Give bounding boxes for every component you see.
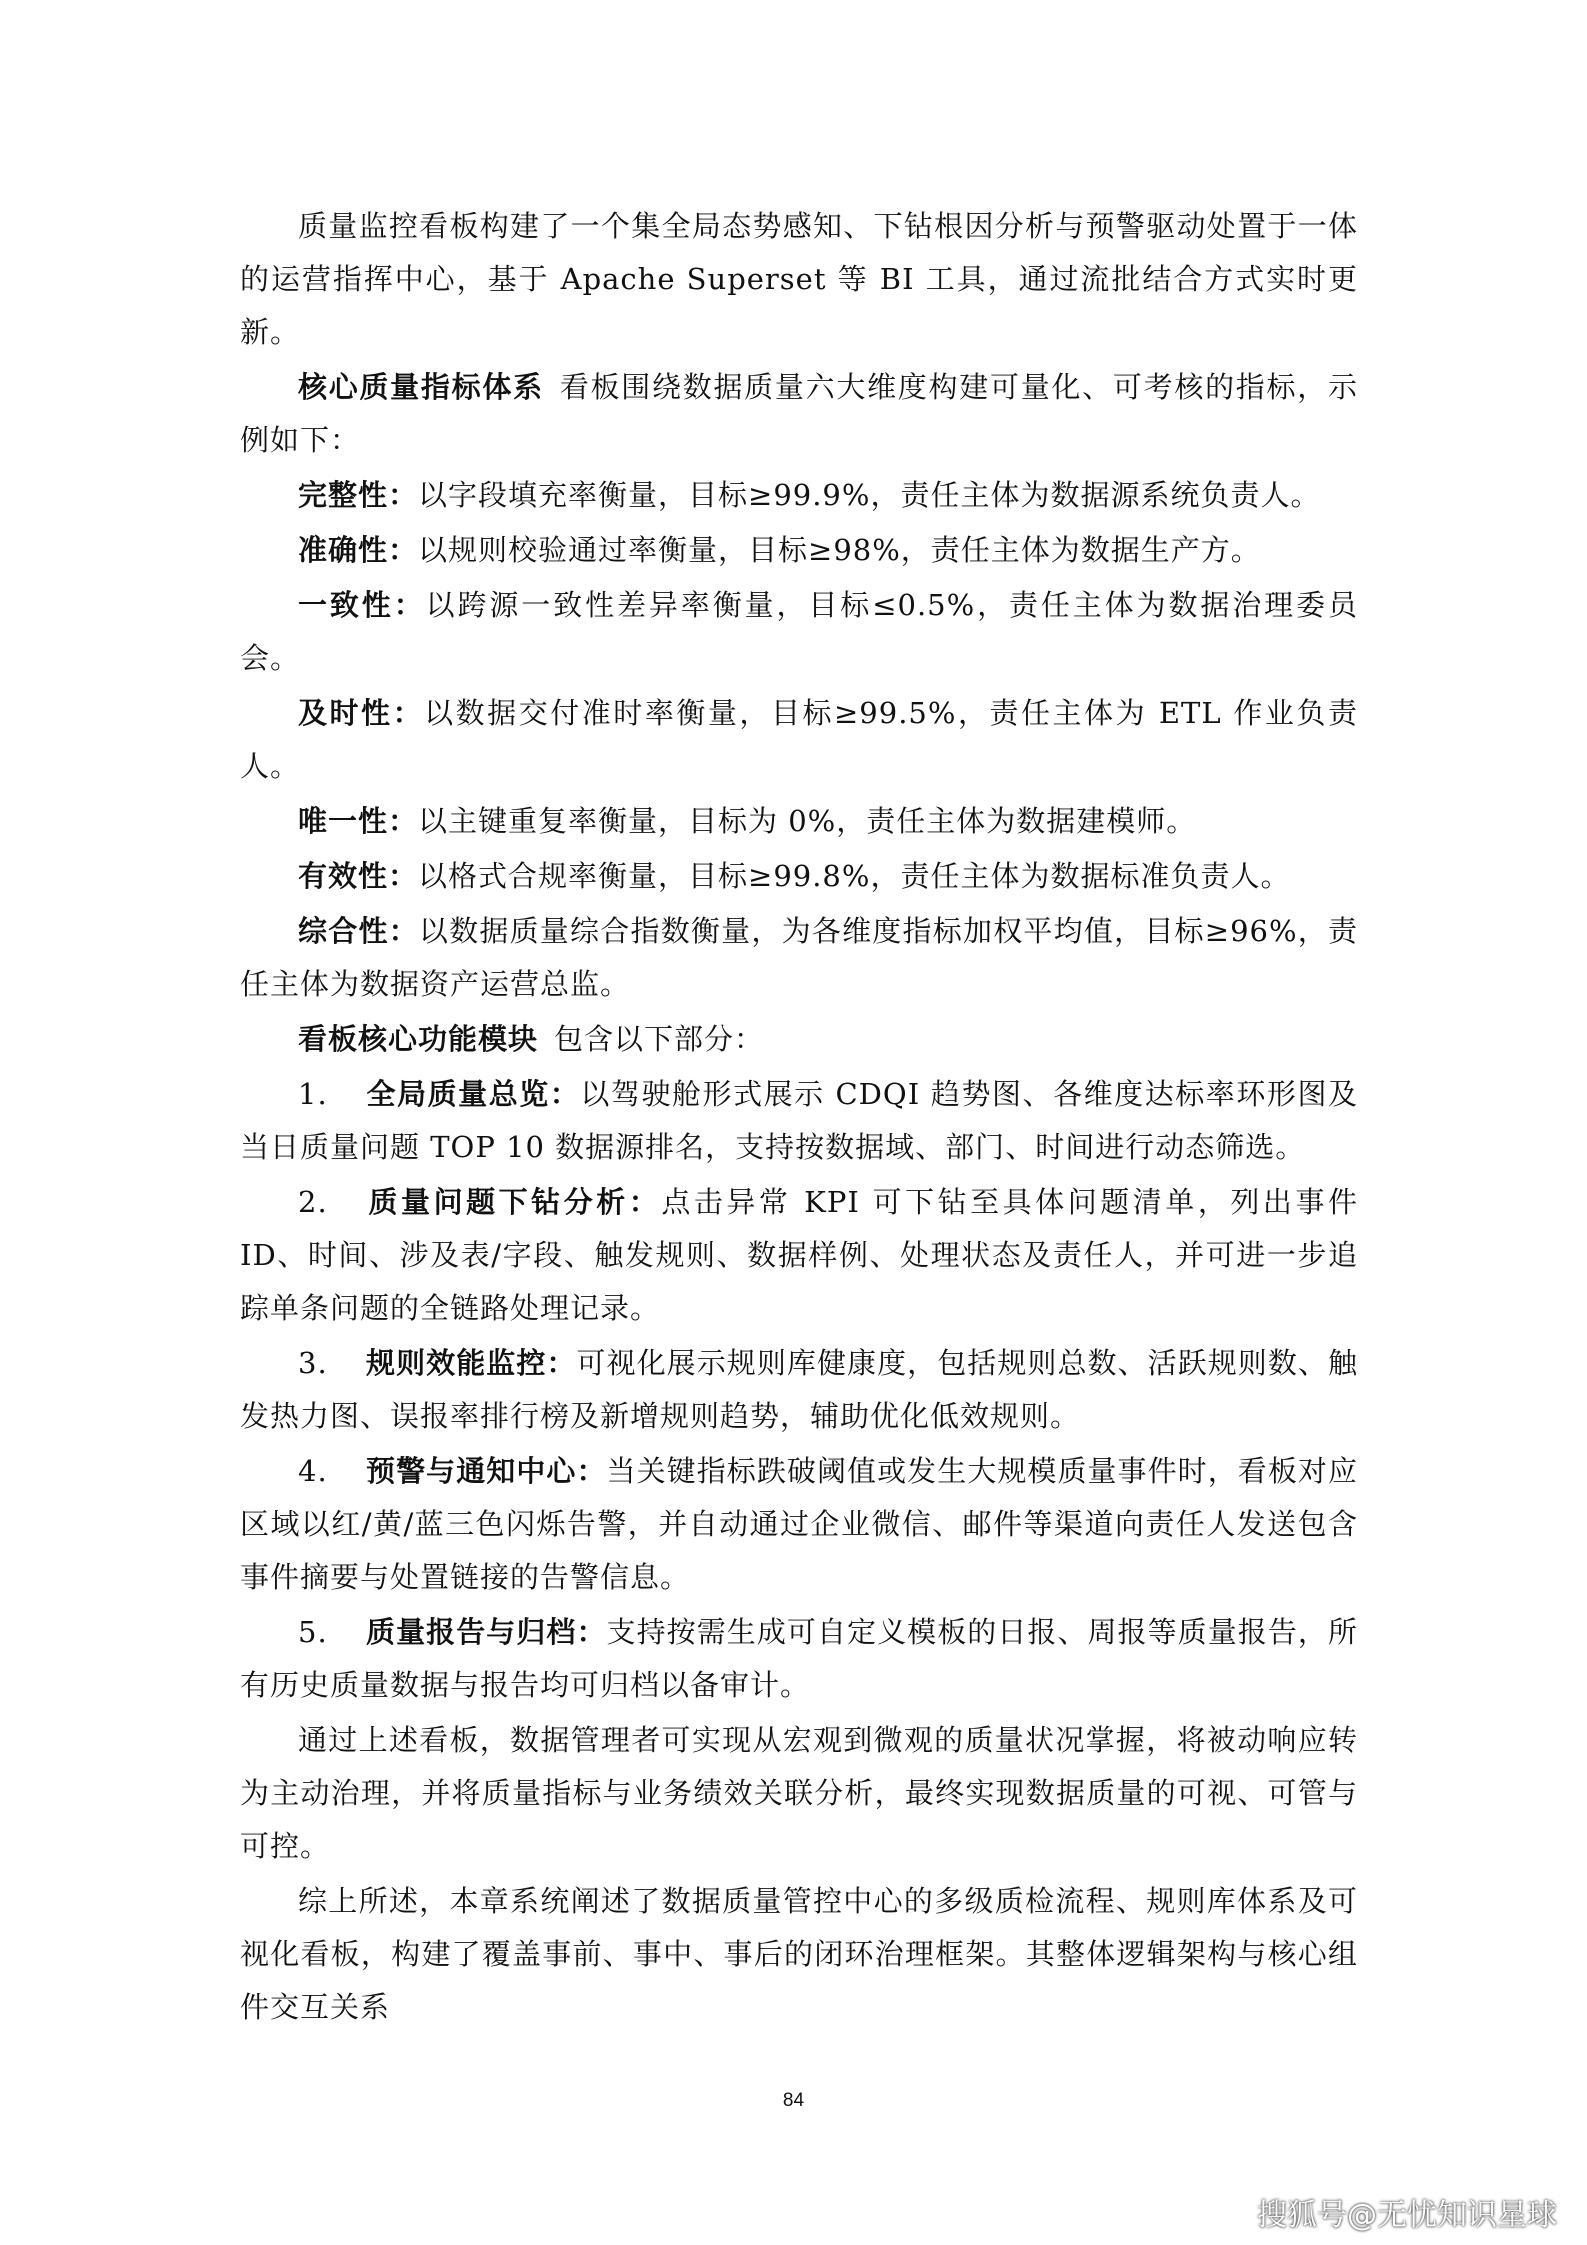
document-body	[240, 200, 1358, 2036]
metric-lead: 准确性：	[298, 533, 419, 567]
paragraph-intro: 质量监控看板构建了一个集全局态势感知、下钻根因分析与预警驱动处置于一体的运营指挥中心，基于 Apache Superset 等 BI 工具，通过流批结合方式实时更新。	[240, 209, 1358, 349]
list-number: 1.	[298, 1077, 328, 1111]
paragraph-consistency: 一致性：以跨源一致性差异率衡量，目标≤0.5%，责任主体为数据治理委员会。	[240, 588, 1358, 675]
paragraph-accuracy: 准确性：以规则校验通过率衡量，目标≥98%，责任主体为数据生产方。	[298, 533, 1261, 567]
paragraph-timeliness: 及时性：以数据交付准时率衡量，目标≥99.5%，责任主体为 ETL 作业负责人。	[240, 696, 1358, 783]
module-item: 5. 质量报告与归档：支持按需生成可自定义模板的日报、周报等质量报告，所有历史质量数据与报告均可归档以备审计。	[240, 1606, 1358, 1712]
module-lead: 全局质量总览：	[366, 1077, 581, 1111]
section-lead: 核心质量指标体系	[298, 370, 544, 404]
metric-lead: 有效性：	[298, 859, 419, 893]
list-number: 3.	[298, 1346, 328, 1380]
list-number: 2.	[298, 1185, 328, 1219]
page-number: 84	[782, 2090, 805, 2111]
metric-lead: 综合性：	[298, 914, 419, 948]
module-lead: 质量报告与归档：	[366, 1615, 607, 1649]
paragraph-summary: 综上所述，本章系统阐述了数据质量管控中心的多级质检流程、规则库体系及可视化看板，构建了覆盖事前、事中、事后的闭环治理框架。其整体逻辑架构与核心组件交互关系	[240, 1884, 1358, 2024]
metric-lead: 唯一性：	[298, 804, 419, 838]
watermark: 搜狐号@无忧知识星球	[1257, 2198, 1557, 2233]
section-lead: 看板核心功能模块	[298, 1022, 539, 1056]
module-lead: 规则效能监控：	[366, 1346, 577, 1380]
module-item: 2. 质量问题下钻分析：点击异常 KPI 可下钻至具体问题清单，列出事件 ID、时间、涉及表/字段、触发规则、数据样例、处理状态及责任人，并可进一步追踪单条问题的全链路处理记录。	[240, 1176, 1358, 1335]
metric-lead: 及时性：	[298, 696, 425, 730]
paragraph-modules-heading: 看板核心功能模块 包含以下部分：	[298, 1022, 765, 1056]
paragraph-uniqueness: 唯一性：以主键重复率衡量，目标为 0%，责任主体为数据建模师。	[298, 804, 1197, 838]
metric-lead: 完整性：	[298, 478, 419, 512]
paragraph-conclusion: 通过上述看板，数据管理者可实现从宏观到微观的质量状况掌握，将被动响应转为主动治理，并将质量指标与业务绩效关联分析，最终实现数据质量的可视、可管与可控。	[240, 1723, 1358, 1863]
module-item: 4. 预警与通知中心：当关键指标跌破阈值或发生大规模质量事件时，看板对应区域以红/黄/蓝三色闪烁告警，并自动通过企业微信、邮件等渠道向责任人发送包含事件摘要与处置链接的告警信息。	[240, 1445, 1358, 1604]
list-number: 5.	[298, 1615, 328, 1649]
list-number: 4.	[298, 1454, 328, 1488]
paragraph-validity: 有效性：以格式合规率衡量，目标≥99.8%，责任主体为数据标准负责人。	[298, 859, 1291, 893]
paragraph-metrics-heading: 核心质量指标体系 看板围绕数据质量六大维度构建可量化、可考核的指标，示例如下：	[240, 370, 1358, 457]
module-item: 1. 全局质量总览：以驾驶舱形式展示 CDQI 趋势图、各维度达标率环形图及当日质量问题 TOP 10 数据源排名，支持按数据域、部门、时间进行动态筛选。	[240, 1068, 1358, 1174]
paragraph-composite: 综合性：以数据质量综合指数衡量，为各维度指标加权平均值，目标≥96%，责任主体为数据资产运营总监。	[240, 914, 1358, 1001]
module-item: 3. 规则效能监控：可视化展示规则库健康度，包括规则总数、活跃规则数、触发热力图、误报率排行榜及新增规则趋势，辅助优化低效规则。	[240, 1337, 1358, 1443]
module-lead: 预警与通知中心：	[366, 1454, 607, 1488]
module-lead: 质量问题下钻分析：	[366, 1185, 662, 1219]
metric-lead: 一致性：	[298, 588, 426, 622]
paragraph-completeness: 完整性：以字段填充率衡量，目标≥99.9%，责任主体为数据源系统负责人。	[298, 478, 1321, 512]
